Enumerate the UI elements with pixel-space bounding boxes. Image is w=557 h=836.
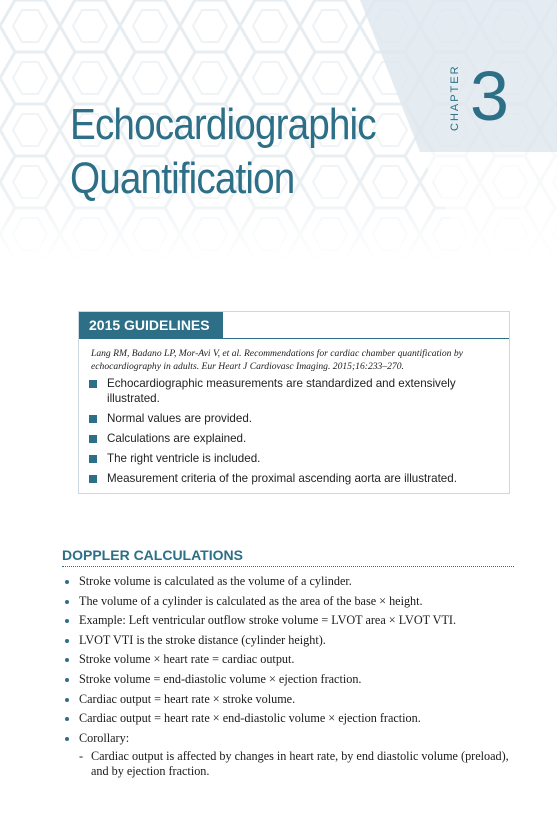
- square-bullet-icon: [89, 475, 97, 483]
- list-item: Cardiac output = heart rate × stroke volume.: [62, 692, 512, 707]
- bullet-icon: [65, 717, 69, 721]
- list-item: The right ventricle is included.: [89, 451, 501, 466]
- bullet-icon: [65, 580, 69, 584]
- chapter-label: CHAPTER: [449, 64, 461, 132]
- doppler-list: [62, 574, 512, 783]
- title-line-2: Quantification: [70, 154, 295, 203]
- list-item: Stroke volume = end-diastolic volume × ejection fraction.: [62, 672, 512, 687]
- list-item: Stroke volume is calculated as the volume of a cylinder.: [62, 574, 512, 589]
- list-item: Measurement criteria of the proximal ascending aorta are illustrated.: [89, 471, 501, 486]
- square-bullet-icon: [89, 380, 97, 388]
- sub-list-item: - Cardiac output is affected by changes in heart rate, by end diastolic volume (preload), and by ejection fraction.: [79, 748, 509, 778]
- square-bullet-icon: [89, 415, 97, 423]
- guidelines-rule: [223, 338, 509, 339]
- bullet-icon: [65, 639, 69, 643]
- bullet-icon: [65, 737, 69, 741]
- list-item: Echocardiographic measurements are standardized and extensively illustrated.: [89, 376, 501, 406]
- bullet-icon: [65, 698, 69, 702]
- list-item: Example: Left ventricular outflow stroke volume = LVOT area × LVOT VTI.: [62, 613, 512, 628]
- bullet-icon: [65, 619, 69, 623]
- square-bullet-icon: [89, 455, 97, 463]
- list-item: Calculations are explained.: [89, 431, 501, 446]
- bullet-icon: [65, 658, 69, 662]
- list-item: The volume of a cylinder is calculated as the area of the base × height.: [62, 594, 512, 609]
- guidelines-citation: Lang RM, Badano LP, Mor-Avi V, et al. Recommendations for cardiac chamber quantification by echocardiography in adults. Eur Heart J Cardiovasc Imaging. 2015;16:233–270.: [91, 348, 463, 372]
- square-bullet-icon: [89, 435, 97, 443]
- corollary-sublist: [79, 749, 512, 779]
- chapter-title: [70, 98, 440, 206]
- title-line-1: Echocardiographic: [70, 100, 376, 149]
- guidelines-tab: 2015 GUIDELINES: [79, 312, 223, 339]
- doppler-heading: DOPPLER CALCULATIONS: [62, 547, 514, 567]
- chapter-number: 3: [470, 57, 509, 135]
- bullet-icon: [65, 678, 69, 682]
- list-item: Stroke volume × heart rate = cardiac output.: [62, 652, 512, 667]
- list-item: Cardiac output = heart rate × end-diastolic volume × ejection fraction.: [62, 711, 512, 726]
- bullet-icon: [65, 600, 69, 604]
- list-item: LVOT VTI is the stroke distance (cylinder height).: [62, 633, 512, 648]
- guidelines-list: [89, 376, 501, 491]
- list-item: Corollary: - Cardiac output is affected by changes in heart rate, by end diastolic volume (preload), and by ejection fraction.: [62, 731, 512, 779]
- list-item: Normal values are provided.: [89, 411, 501, 426]
- dash-bullet: -: [79, 748, 84, 763]
- guidelines-box: [78, 311, 510, 494]
